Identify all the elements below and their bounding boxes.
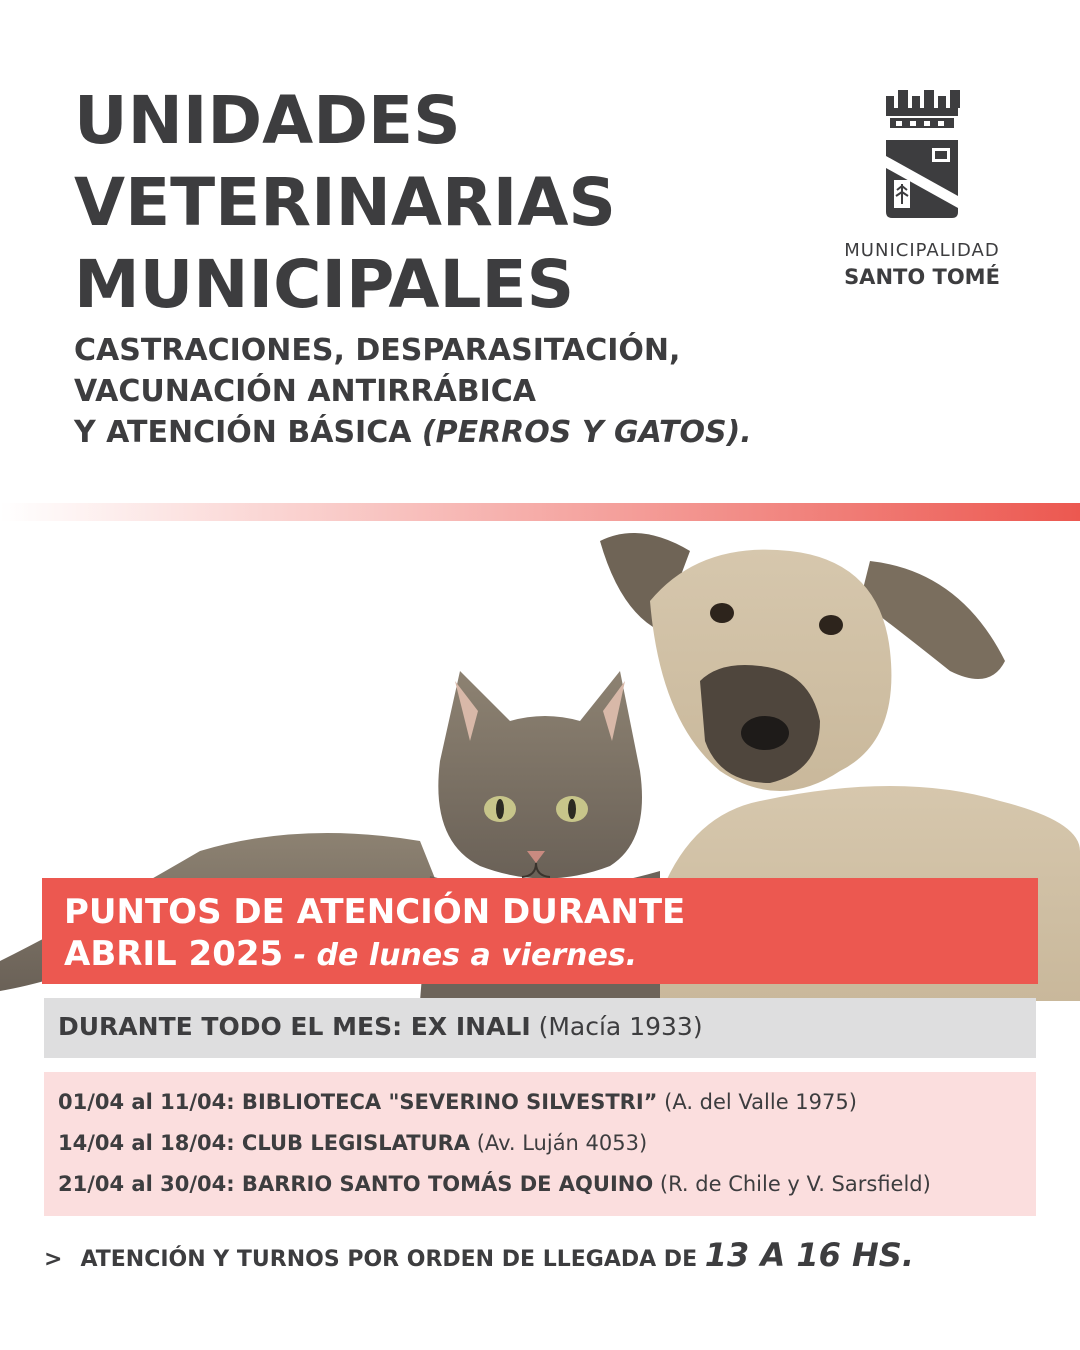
logo-label-city: SANTO TOMÉ: [844, 265, 1000, 289]
whole-month-location: [44, 998, 1036, 1058]
location-label: 01/04 al 11/04: BIBLIOTECA "SEVERINO SILVESTRI”: [58, 1090, 658, 1114]
dog-nose: [741, 716, 789, 750]
banner-month: ABRIL 2025: [64, 934, 284, 974]
whole-month-text: [58, 1012, 703, 1041]
subtitle-line-1: CASTRACIONES, DESPARASITACIÓN,: [74, 333, 681, 368]
services-subtitle: [74, 330, 752, 453]
attention-points-banner: [42, 878, 1038, 984]
page-title: [74, 80, 616, 326]
chevron-right-icon: >: [44, 1247, 63, 1272]
hours-value: 13 A 16 HS.: [704, 1236, 914, 1274]
location-address: (Av. Luján 4053): [470, 1131, 648, 1155]
hours-note: [44, 1236, 914, 1274]
location-address: (R. de Chile y V. Sarsfield): [653, 1172, 931, 1196]
accent-divider: [0, 503, 1080, 521]
list-item: [58, 1090, 857, 1114]
dog-eye-left: [710, 603, 734, 623]
banner-line-1: PUNTOS DE ATENCIÓN DURANTE: [64, 892, 686, 932]
subtitle-line-3: [74, 412, 752, 453]
locations-schedule: [44, 1072, 1036, 1216]
list-item: [58, 1131, 647, 1155]
municipality-logo: [832, 84, 1012, 294]
dog-eye-right: [819, 615, 843, 635]
location-label: 21/04 al 30/04: BARRIO SANTO TOMÁS DE AQUINO: [58, 1172, 654, 1196]
subtitle-line-2: VACUNACIÓN ANTIRRÁBICA: [74, 374, 536, 409]
title-line-2: VETERINARIAS: [74, 164, 616, 241]
title-line-1: UNIDADES: [74, 82, 461, 159]
subtitle-line-3-italic: (PERROS Y GATOS).: [421, 415, 752, 450]
banner-days: - de lunes a viernes.: [283, 938, 638, 973]
coat-of-arms-icon: [884, 84, 960, 224]
hours-note-text: ATENCIÓN Y TURNOS POR ORDEN DE LLEGADA DE: [80, 1247, 705, 1272]
location-address: (A. del Valle 1975): [657, 1090, 857, 1114]
subtitle-line-3-prefix: Y ATENCIÓN BÁSICA: [74, 415, 422, 450]
whole-month-address: (Macía 1933): [530, 1012, 703, 1041]
whole-month-label: DURANTE TODO EL MES: EX INALI: [58, 1012, 531, 1041]
title-line-3: MUNICIPALES: [74, 246, 575, 323]
banner-line-2: [64, 934, 637, 976]
list-item: [58, 1172, 931, 1196]
location-label: 14/04 al 18/04: CLUB LEGISLATURA: [58, 1131, 471, 1155]
logo-label-municipalidad: MUNICIPALIDAD: [844, 240, 1000, 261]
